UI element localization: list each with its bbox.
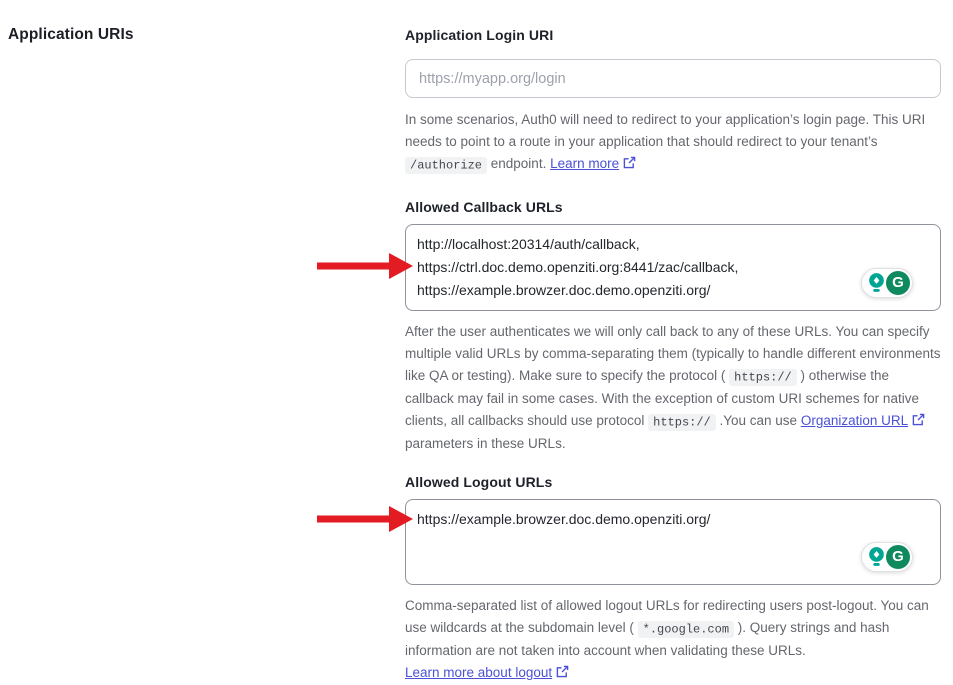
code-snippet: https:// xyxy=(729,369,797,386)
logout-urls-label: Allowed Logout URLs xyxy=(405,474,553,490)
login-uri-label: Application Login URI xyxy=(405,27,554,43)
callback-urls-help-text: After the user authenticates we will only call back to any of these URLs. You can specify multiple valid URLs by comma-separating them (typically to handle different environments like QA or testing). Make sure to specify the protocol ( https:// ) otherwise the callback may fail in some cases. With the exception of custom URI schemes for native clients, all callbacks should use protocol https:// .You can use Organization URL parameters in these URLs. xyxy=(405,324,941,451)
login-uri-help-text: In some scenarios, Auth0 will need to redirect to your application’s login page. This URI needs to point to a route in your application that should redirect to your tenant’s /authorize endpoint. Learn more xyxy=(405,109,941,176)
section-title-column xyxy=(0,0,405,685)
learn-more-logout-link[interactable]: Learn more about logout xyxy=(405,665,553,680)
logout-urls-textarea[interactable] xyxy=(405,499,941,585)
logout-learn-more-line xyxy=(405,662,941,685)
code-snippet: https:// xyxy=(648,414,716,431)
logout-urls-textarea-wrap xyxy=(405,499,941,585)
external-link-icon xyxy=(912,411,925,433)
login-uri-input[interactable] xyxy=(405,59,941,98)
logout-urls-field-group xyxy=(405,473,941,685)
grammarly-badge[interactable] xyxy=(861,542,913,572)
logout-urls-help-text: Comma-separated list of allowed logout URLs for redirecting users post-logout. You can use wildcards at the subdomain level ( *.google.com ). Query strings and hash information are not taken into account when validating these URLs. xyxy=(405,598,929,658)
callback-urls-textarea-wrap xyxy=(405,224,941,311)
grammarly-badge[interactable] xyxy=(861,268,913,298)
grammarly-suggestion-icon xyxy=(868,546,885,568)
callback-urls-label: Allowed Callback URLs xyxy=(405,199,563,215)
grammarly-suggestion-icon xyxy=(868,272,885,294)
login-uri-field-group xyxy=(405,26,941,176)
external-link-icon xyxy=(556,663,569,685)
grammarly-logo-icon: G xyxy=(886,271,910,295)
organization-url-link[interactable]: Organization URL xyxy=(800,413,909,428)
code-snippet: *.google.com xyxy=(638,621,734,638)
callback-urls-field-group xyxy=(405,198,941,455)
learn-more-link[interactable]: Learn more xyxy=(550,156,620,171)
callback-urls-textarea[interactable] xyxy=(405,224,941,311)
section-heading: Application URIs xyxy=(8,26,134,43)
grammarly-logo-icon: G xyxy=(886,545,910,569)
external-link-icon xyxy=(623,154,636,176)
fields-column xyxy=(405,0,941,685)
code-snippet: /authorize xyxy=(405,157,487,174)
